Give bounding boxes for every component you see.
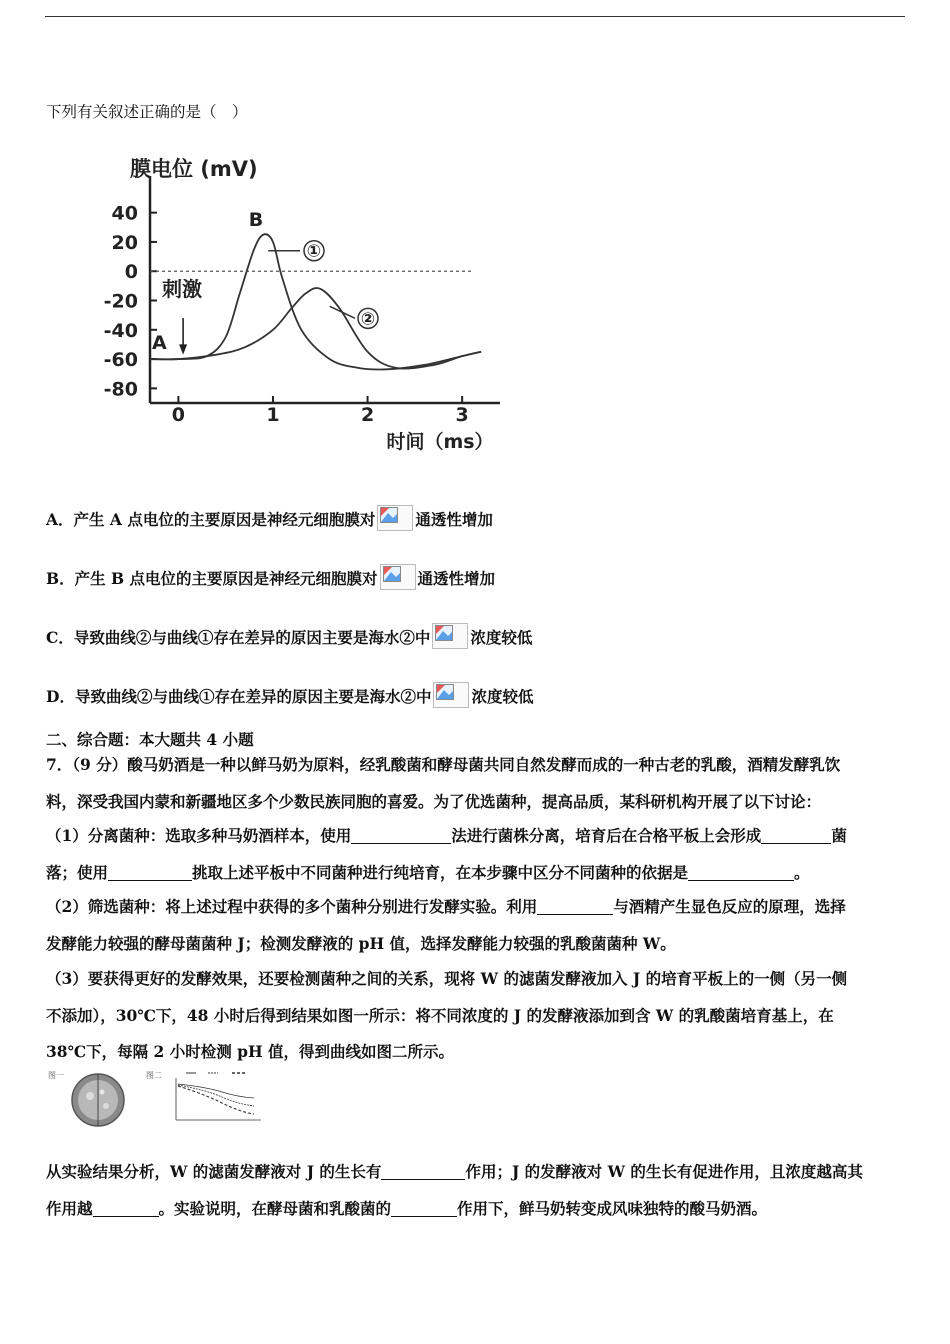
x-tick-label: 3: [455, 404, 469, 426]
q7-line-6: 发酵能力较强的酵母菌菌种 J；检测发酵液的 pH 值，选择发酵能力较强的乳酸菌菌种 W。: [46, 934, 676, 953]
q7-line-3: （1）分离菌种：选取多种马奶酒样本，使用 法进行菌株分离，培育后在合格平板上会形成 菌: [46, 826, 847, 845]
y-tick-label: 0: [124, 261, 138, 284]
ph-curve-figure: [176, 1073, 261, 1120]
y-tick-label: 20: [111, 231, 138, 254]
y-tick-label: -60: [103, 349, 138, 372]
curve-2-callout-line: [330, 306, 355, 318]
answer-blank[interactable]: [108, 864, 192, 881]
broken-image-icon: [380, 564, 416, 590]
point-b-label: B: [248, 208, 264, 231]
q7-line-1: 7．（9 分）酸马奶酒是一种以鲜马奶为原料，经乳酸菌和酵母菌共同自然发酵而成的一种古老的乳酸，酒精发酵乳饮: [46, 755, 841, 774]
x-tick-label: 0: [171, 404, 185, 426]
y-tick-label: 40: [111, 202, 138, 225]
answer-blank[interactable]: [688, 864, 794, 881]
petri-dish-figure: [72, 1074, 124, 1126]
stimulus-label: 刺激: [162, 277, 202, 302]
answer-blank[interactable]: [537, 898, 613, 915]
header-rule: [45, 16, 905, 17]
stimulus-arrow-head: [179, 344, 187, 354]
q7-line-2: 料，深受我国内蒙和新疆地区多个少数民族同胞的喜爱。为了优选菌种，提高品质，某科研机构开展了以下讨论：: [46, 792, 822, 811]
option-d: D．导致曲线②与曲线①存在差异的原因主要是海水②中 浓度较低: [46, 682, 533, 708]
figure-2-label: 图二: [146, 1071, 162, 1080]
option-a: A．产生 A 点电位的主要原因是神经元细胞膜对 通透性增加: [46, 505, 493, 531]
x-tick-label: 2: [360, 404, 375, 426]
answer-blank[interactable]: [351, 827, 451, 844]
curve-2-label: ②: [360, 309, 376, 330]
q7-line-8: 不添加），30℃下，48 小时后得到结果如图一所示：将不同浓度的 J 的发酵液添加到含 W 的乳酸菌培育基上，在: [46, 1006, 834, 1025]
q7-line-7: （3）要获得更好的发酵效果，还要检测菌种之间的关系，现将 W 的滤菌发酵液加入 J 的培育平板上的一侧（另一侧: [46, 969, 848, 988]
figure-1-label: 图一: [48, 1071, 64, 1080]
q7-line-9: 38℃下，每隔 2 小时检测 pH 值，得到曲线如图二所示。: [46, 1042, 454, 1061]
x-tick-label: 1: [266, 404, 280, 426]
x-axis-label: 时间（ms）: [386, 431, 494, 453]
broken-image-icon: [432, 623, 468, 649]
section-heading: 二、综合题：本大题共 4 小题: [46, 730, 254, 749]
q7-line-5: （2）筛选菌种：将上述过程中获得的多个菌种分别进行发酵实验。利用 与酒精产生显色反应的原理，选择: [46, 897, 846, 916]
q7-line-10: 从实验结果分析，W 的滤菌发酵液对 J 的生长有 作用；J 的发酵液对 W 的生长有促进作用，且浓度越高其: [46, 1162, 863, 1181]
answer-blank[interactable]: [381, 1163, 465, 1180]
q7-line-11: 作用越 。实验说明，在酵母菌和乳酸菌的 作用下，鲜马奶转变成风味独特的酸马奶酒。: [46, 1199, 768, 1218]
answer-blank[interactable]: [391, 1200, 457, 1217]
broken-image-icon: [377, 505, 413, 531]
answer-blank[interactable]: [93, 1200, 159, 1217]
curve-1-label: ①: [306, 241, 322, 262]
figures-1-2: [46, 1070, 286, 1130]
broken-image-icon: [433, 682, 469, 708]
question-stem: 下列有关叙述正确的是（ ）: [46, 103, 248, 121]
y-axis-label: 膜电位 (mV): [130, 157, 258, 181]
y-tick-label: -20: [103, 290, 138, 313]
option-c: C．导致曲线②与曲线①存在差异的原因主要是海水②中 浓度较低: [46, 623, 532, 649]
membrane-potential-chart: [100, 148, 520, 468]
answer-blank[interactable]: [761, 827, 831, 844]
q7-line-4: 落；使用 挑取上述平板中不同菌种进行纯培育，在本步骤中区分不同菌种的依据是 。: [46, 863, 810, 882]
option-b: B．产生 B 点电位的主要原因是神经元细胞膜对 通透性增加: [46, 564, 495, 590]
y-tick-label: -80: [103, 378, 138, 401]
point-a-label: A: [152, 331, 167, 354]
y-tick-label: -40: [103, 319, 138, 342]
